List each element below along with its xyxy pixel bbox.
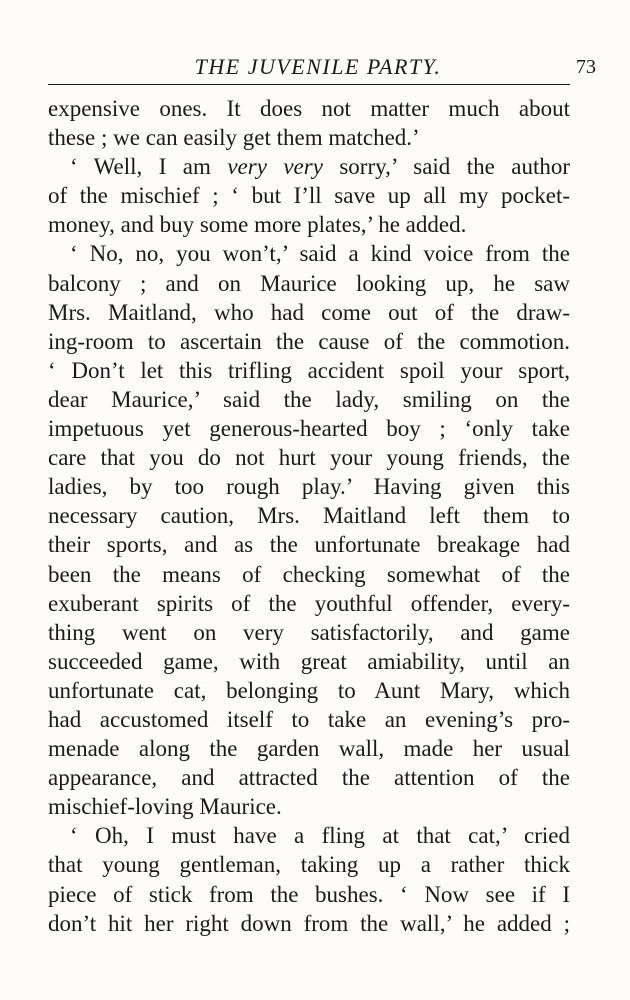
emphasis: very very xyxy=(227,154,323,180)
text-line: appearance, and attracted the attention of the xyxy=(48,765,570,791)
text-line: unfortunate cat, belonging to Aunt Mary, which xyxy=(48,677,570,703)
text-line: don’t hit her right down from the wall,’ he added ; xyxy=(48,910,570,936)
text-line: menade along the garden wall, made her usual xyxy=(48,736,570,762)
text-line: Mrs. Maitland, who had come out of the draw- xyxy=(48,299,570,325)
text-line: necessary caution, Mrs. Maitland left them to xyxy=(48,503,570,529)
running-head xyxy=(48,50,596,86)
text-line: ‘ Oh, I must have a fling at that cat,’ cried xyxy=(70,823,570,849)
text-line: ladies, by too rough play.’ Having given this xyxy=(48,474,570,500)
line-segment: ‘ Well, I am xyxy=(70,154,228,180)
text-line: ‘ No, no, you won’t,’ said a kind voice from the xyxy=(70,241,570,267)
text-line: succeeded game, with great amiability, until an xyxy=(48,648,570,674)
running-title: THE JUVENILE PARTY. xyxy=(194,54,442,79)
text-line: these ; we can easily get them matched.’ xyxy=(48,125,420,151)
header-rule xyxy=(48,84,570,85)
text-line: mischief-loving Maurice. xyxy=(48,794,282,820)
text-line: of the mischief ; ‘ but I’ll save up all my pocket- xyxy=(48,183,570,209)
text-line: their sports, and as the unfortunate breakage had xyxy=(48,532,570,558)
text-line: impetuous yet generous-hearted boy ; ‘only take xyxy=(48,416,570,442)
text-line xyxy=(48,152,570,181)
line-segment: sorry,’ said the author xyxy=(322,154,570,180)
body-text xyxy=(48,94,570,938)
text-line: care that you do not hurt your young friends, the xyxy=(48,445,570,471)
page-number: 73 xyxy=(576,56,596,78)
text-line: been the means of checking somewhat of the xyxy=(48,561,570,587)
text-line: had accustomed itself to take an evening’s pro- xyxy=(48,706,570,732)
text-line: expensive ones. It does not matter much about xyxy=(48,96,570,121)
text-line: ing-room to ascertain the cause of the commotion. xyxy=(48,328,570,354)
text-line: thing went on very satisfactorily, and game xyxy=(48,619,570,645)
text-line: ‘ Don’t let this trifling accident spoil your sport, xyxy=(48,357,570,383)
text-line: that young gentleman, taking up a rather thick xyxy=(48,852,570,878)
text-line: piece of stick from the bushes. ‘ Now see if I xyxy=(48,881,570,907)
text-line: dear Maurice,’ said the lady, smiling on the xyxy=(48,386,570,412)
text-line: balcony ; and on Maurice looking up, he saw xyxy=(48,270,570,296)
text-line: money, and buy some more plates,’ he added. xyxy=(48,212,467,238)
text-line: exuberant spirits of the youthful offender, every- xyxy=(48,590,570,616)
